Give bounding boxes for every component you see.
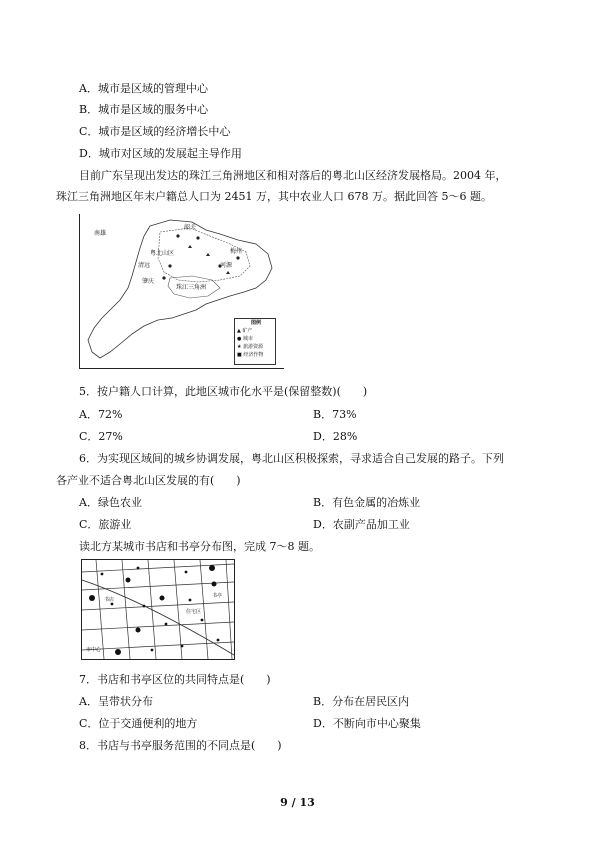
map-label-zhaoqing: 肇庆 — [142, 278, 155, 285]
q6-stem-line2: 各产业不适合粤北山区发展的有( ) — [56, 474, 241, 487]
map-label-nanxiong: 南雄 — [94, 230, 107, 237]
map-label-shaoguan: 韶关 — [184, 224, 197, 231]
legend-item: ■ 经济作物 — [237, 352, 264, 358]
city-dot — [196, 236, 199, 239]
bookkiosk-dot — [101, 573, 104, 576]
q5-stem: 5．按户籍人口计算，此地区城市化水平是(保留整数)( ) — [79, 385, 368, 398]
q7-stem: 7．书店和书亭区位的共同特点是( ) — [79, 673, 271, 686]
q6-option-a: A．绿色农业 — [79, 496, 142, 509]
q4-option-b: B．城市是区域的服务中心 — [79, 103, 209, 116]
bookkiosk-dot — [217, 639, 220, 642]
bookkiosk-dot — [151, 649, 154, 652]
street-line — [122, 560, 130, 659]
city-dot — [168, 264, 171, 267]
q5-option-c: C．27% — [79, 430, 123, 443]
map-label-meizhou: 梅州 — [230, 248, 243, 255]
city-grid-svg — [82, 560, 234, 659]
mineral-triangle — [188, 245, 192, 248]
city-map-label-center: 市中心 — [86, 647, 102, 653]
intro-5-6-line2: 珠江三角洲地区年末户籍总人口为 2451 万，其中农业人口 678 万。据此回答 5～6 题。 — [56, 190, 492, 203]
bookstore-dot — [160, 596, 165, 601]
map-label-mountain-region: 粤北山区 — [150, 250, 175, 257]
bookstore-dot — [136, 628, 141, 633]
bookkiosk-dot — [111, 603, 114, 606]
bookkiosk-dot — [189, 599, 192, 602]
legend-item: ★ 旅游资源 — [237, 344, 264, 350]
city-dot — [236, 256, 239, 259]
q6-stem-line1: 6．为实现区域间的城乡协调发展，粤北山区积极探索，寻求适合自己发展的路子。下列 — [79, 452, 504, 465]
q7-option-b: B．分布在居民区内 — [313, 695, 410, 708]
q5-option-a: A．72% — [79, 408, 123, 421]
q5-option-b: B．73% — [313, 408, 357, 421]
legend-title: 图例 — [250, 320, 261, 326]
page-number: 9 / 13 — [280, 796, 315, 809]
street-line — [82, 642, 234, 650]
legend-item: ● 城市 — [237, 336, 253, 342]
bookstore-dot — [209, 565, 215, 571]
city-dot — [176, 234, 179, 237]
q4-option-a: A．城市是区域的管理中心 — [79, 82, 208, 95]
street-line — [200, 560, 208, 659]
bookstore-dot — [115, 649, 121, 655]
q7-option-a: A．呈带状分布 — [79, 695, 153, 708]
intro-5-6-line1: 目前广东呈现出发达的珠江三角洲地区和相对落后的粤北山区经济发展格局。2004 年， — [79, 169, 507, 182]
map-label-qingyuan: 清远 — [138, 262, 151, 269]
map-label-pearl-delta: 珠江三角洲 — [176, 284, 207, 291]
q8-stem: 8．书店与书亭服务范围的不同点是( ) — [79, 739, 282, 752]
bookkiosk-dot — [185, 571, 188, 574]
q7-option-c: C．位于交通便利的地方 — [79, 717, 198, 730]
q6-option-d: D．农副产品加工业 — [313, 518, 410, 531]
city-map-label-residential: 住宅区 — [186, 609, 202, 615]
bookkiosk-dot — [181, 645, 184, 648]
mineral-triangle — [226, 271, 230, 274]
city-dot — [162, 276, 165, 279]
q6-option-b: B．有色金属的冶炼业 — [313, 496, 421, 509]
bookkiosk-dot — [143, 605, 146, 608]
city-map-label-kiosk: 书亭 — [212, 593, 223, 599]
q7-option-d: D．不断向市中心聚集 — [313, 717, 421, 730]
map-legend — [234, 318, 276, 365]
street-line — [82, 602, 234, 610]
mineral-triangle — [206, 253, 210, 256]
street-line — [226, 560, 232, 659]
bookkiosk-dot — [201, 619, 204, 622]
map-label-heyuan: 河源 — [220, 262, 233, 269]
q6-option-c: C．旅游业 — [79, 518, 132, 531]
city-bookstore-map — [81, 559, 235, 660]
city-map-label-bookstore: 书店 — [104, 597, 115, 603]
street-line — [174, 560, 182, 659]
street-line — [82, 622, 234, 630]
bookstore-dot — [212, 582, 217, 587]
legend-item: ▲ 矿产 — [237, 328, 253, 334]
bookstore-dot — [89, 595, 95, 601]
bookkiosk-dot — [165, 623, 168, 626]
q4-option-c: C．城市是区域的经济增长中心 — [79, 125, 231, 138]
intro-7-8: 读北方某城市书店和书亭分布图，完成 7～8 题。 — [79, 540, 320, 553]
bookstore-dot — [126, 578, 131, 583]
q4-option-d: D．城市对区域的发展起主导作用 — [79, 147, 242, 160]
bookkiosk-dot — [137, 567, 140, 570]
q5-option-d: D．28% — [313, 430, 358, 443]
